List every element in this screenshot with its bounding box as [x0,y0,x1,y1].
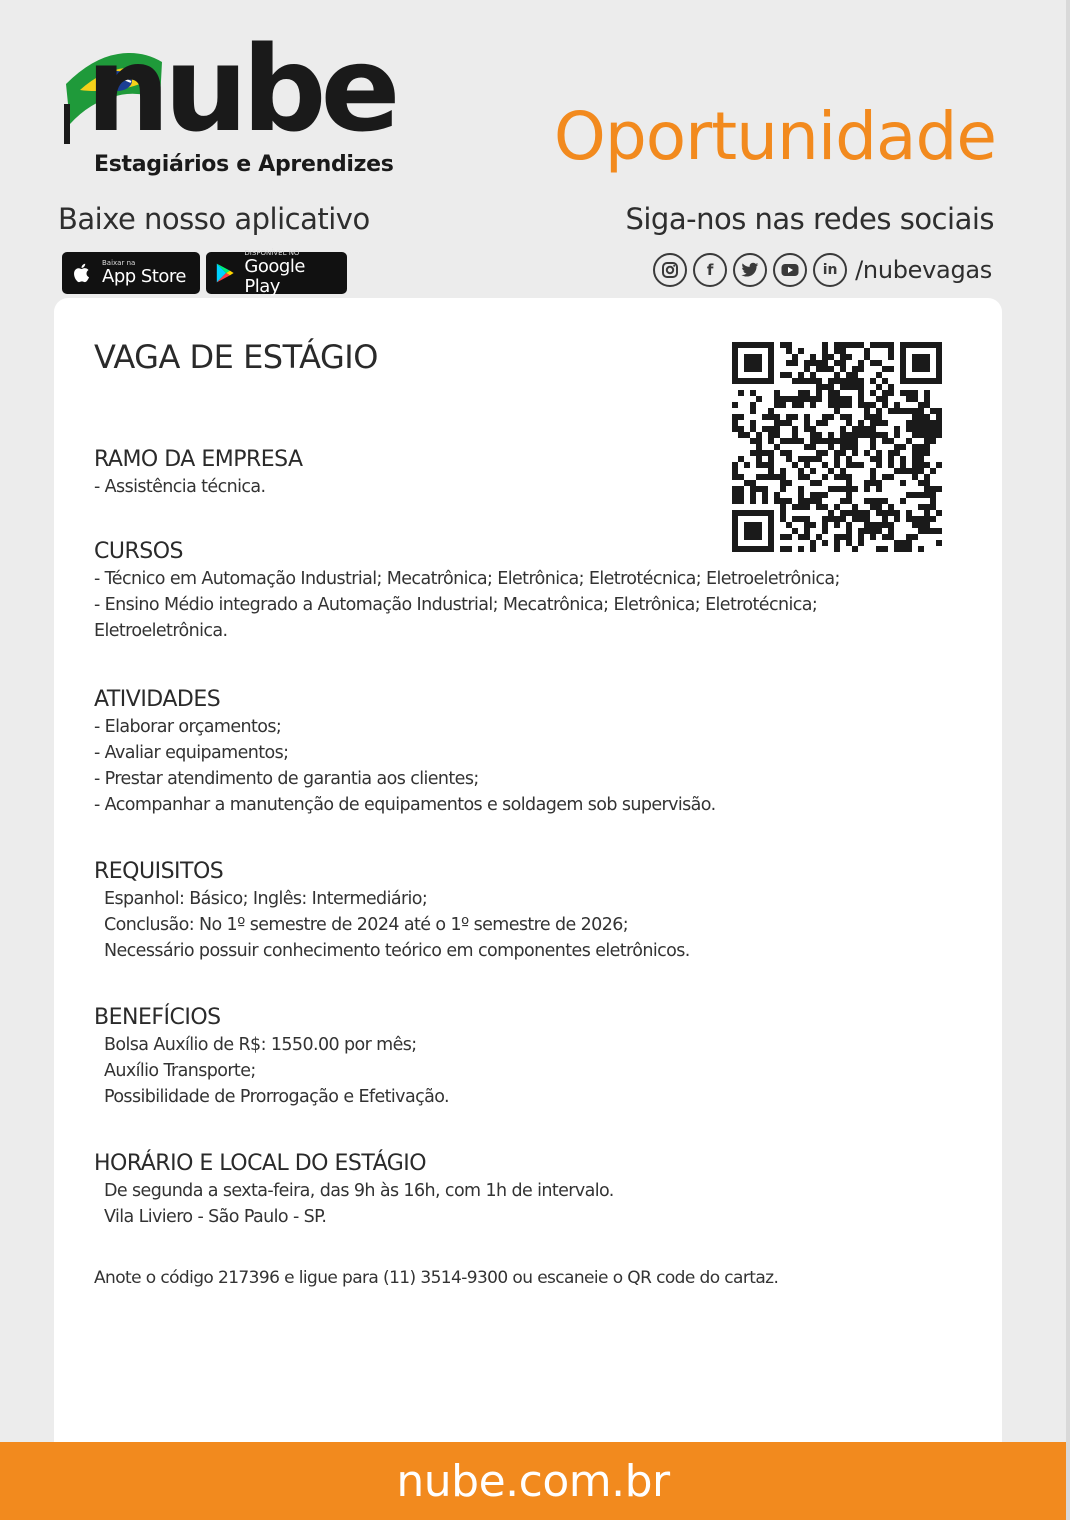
section-title: ATIVIDADES [94,687,221,712]
list-item: Necessário possuir conhecimento teórico em componentes eletrônicos. [104,941,690,961]
footer-bar [0,1442,1066,1520]
list-item: - Elaborar orçamentos; [94,717,282,737]
twitter-icon[interactable] [733,253,767,287]
app-store-small-label: Baixar na [102,259,136,267]
google-play-badge[interactable] [206,249,347,297]
logo-wordmark: nube [86,20,395,158]
list-item: De segunda a sexta-feira, das 9h às 16h, com 1h de intervalo. [104,1181,614,1201]
list-item: - Técnico em Automação Industrial; Mecatrônica; Eletrônica; Eletrotécnica; Eletroeletrônica; [94,569,840,589]
google-play-label: Google Play [244,256,305,297]
headline: Oportunidade [553,98,996,175]
list-item: - Acompanhar a manutenção de equipamentos e soldagem sob supervisão. [94,795,716,815]
list-item: - Prestar atendimento de garantia aos clientes; [94,769,479,789]
app-store-label: App Store [102,266,186,287]
section-title: CURSOS [94,539,183,564]
job-title: VAGA DE ESTÁGIO [94,338,378,376]
section-atividades [94,686,954,818]
linkedin-icon[interactable]: in [813,253,847,287]
social-links [653,253,992,287]
list-item: Espanhol: Básico; Inglês: Intermediário; [104,889,428,909]
instagram-icon[interactable] [653,253,687,287]
google-play-small-label: DISPONÍVEL NO [244,249,300,257]
apple-icon [70,261,94,285]
facebook-icon[interactable]: f [693,253,727,287]
social-handle[interactable]: /nubevagas [855,256,992,284]
list-item: Conclusão: No 1º semestre de 2024 até o 1º semestre de 2026; [104,915,629,935]
logo-tagline: Estagiários e Aprendizes [94,152,394,177]
job-card [54,298,1002,1458]
list-item: - Avaliar equipamentos; [94,743,289,763]
follow-social-label: Siga-nos nas redes sociais [625,202,994,236]
section-ramo [94,446,954,500]
list-item: Possibilidade de Prorrogação e Efetivação. [104,1087,449,1107]
section-title: HORÁRIO E LOCAL DO ESTÁGIO [94,1151,427,1176]
play-icon [214,261,236,285]
contact-footnote: Anote o código 217396 e ligue para (11) 3514-9300 ou escaneie o QR code do cartaz. [94,1268,779,1288]
list-item: Bolsa Auxílio de R$: 1550.00 por mês; [104,1035,417,1055]
poster-header [0,0,1066,300]
section-cursos [94,538,954,644]
nube-logo[interactable] [58,20,398,188]
list-item: - Ensino Médio integrado a Automação Industrial; Mecatrônica; Eletrônica; Eletrotécnica; Eletroeletrônica. [94,595,818,641]
section-requisitos [94,858,954,964]
website-link[interactable]: nube.com.br [396,1455,670,1507]
section-beneficios [94,1004,954,1110]
download-app-label: Baixe nosso aplicativo [58,202,370,236]
section-title: REQUISITOS [94,859,224,884]
app-store-badge[interactable] [62,252,200,294]
job-sections [94,446,954,1288]
section-horario [94,1150,954,1230]
youtube-icon[interactable] [773,253,807,287]
list-item: - Assistência técnica. [94,477,266,497]
section-title: RAMO DA EMPRESA [94,447,303,472]
list-item: Auxílio Transporte; [104,1061,256,1081]
section-title: BENEFÍCIOS [94,1005,221,1030]
list-item: Vila Liviero - São Paulo - SP. [104,1207,327,1227]
